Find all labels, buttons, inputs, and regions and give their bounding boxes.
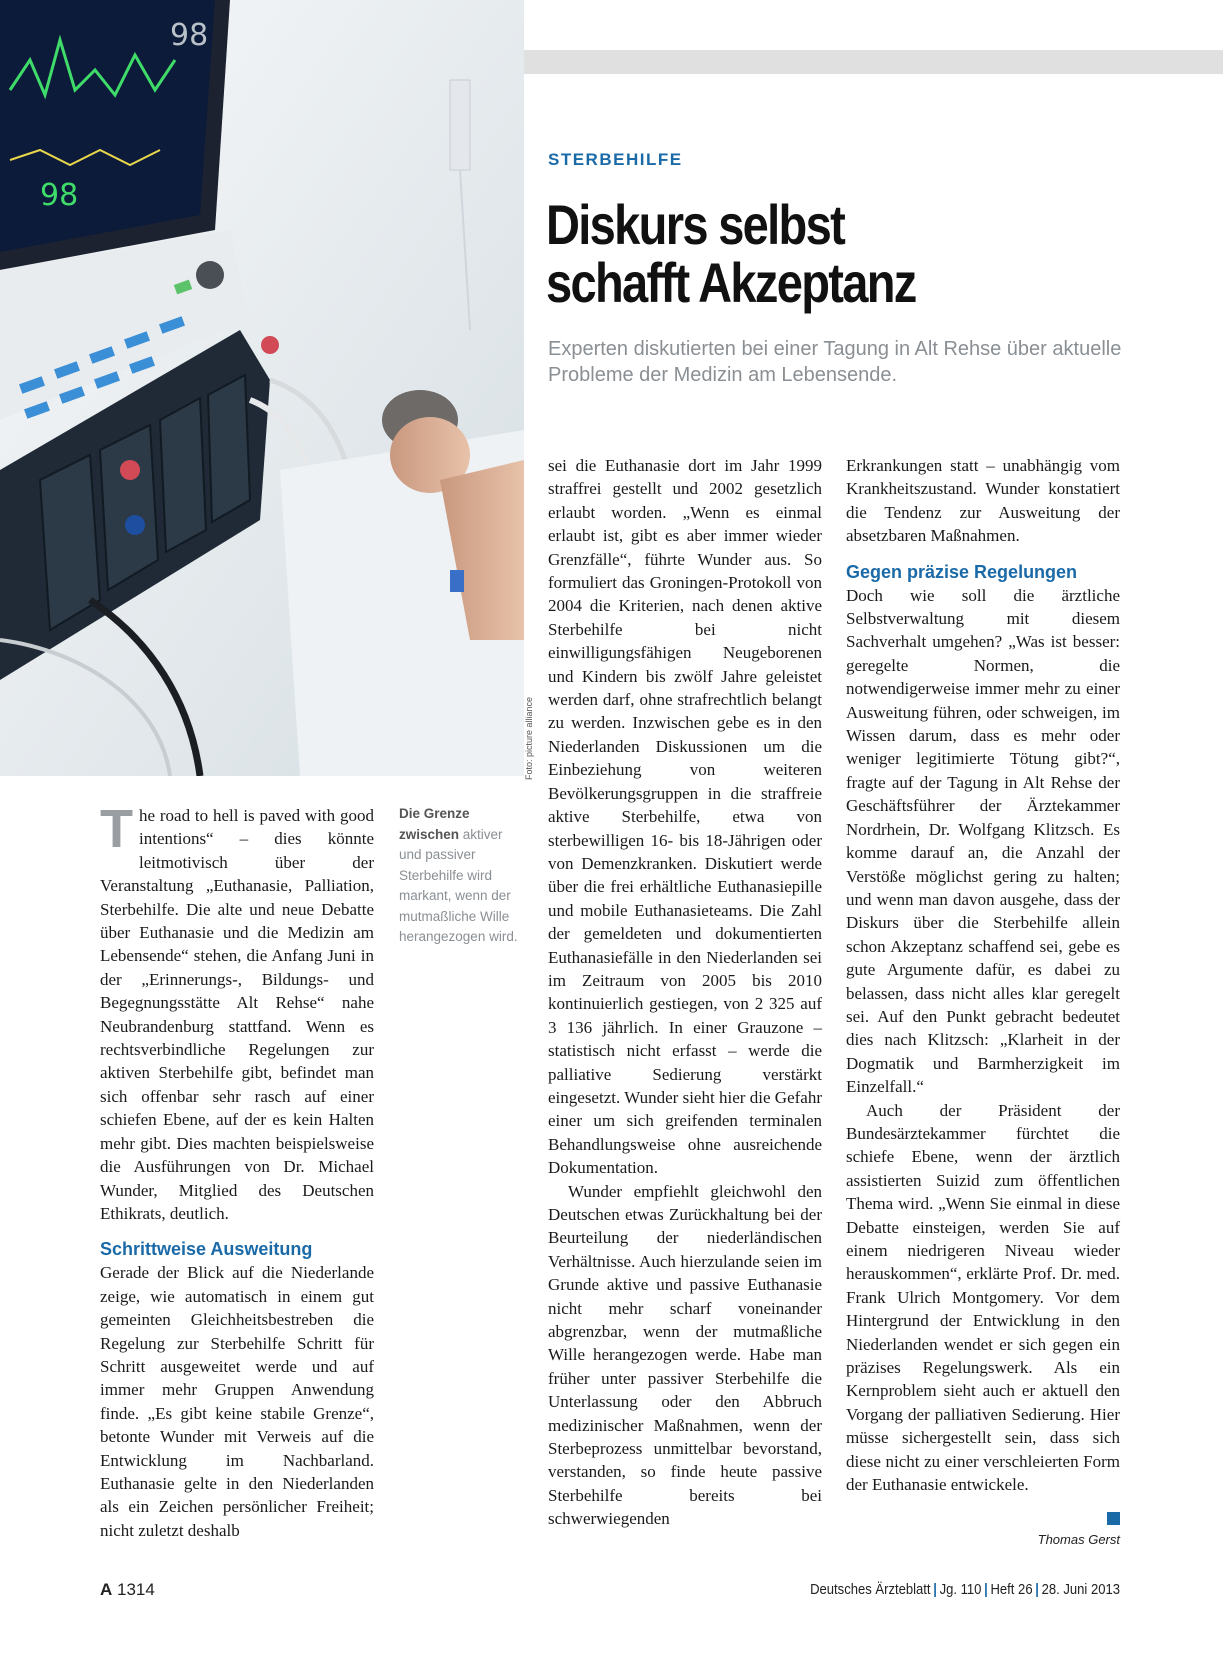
paragraph: Wunder empfiehlt gleichwohl den Deutschen etwas Zurückhaltung bei der Beurteilung der niederländischen Verhältnisse. Auch hierzulande seien im Grunde aktive und passive Euthanasie nicht mehr scharf voneinander abgrenzbar, wenn der mutmaßliche Wille herangezogen werde. Habe man früher unter passiver Sterbehilfe die Unterlassung oder den Abbruch medizinischer Maßnahmen, wenn der Sterbeprozess unmittelbar bevorstand, verstanden, so finde heute passive Sterbehilfe bereits bei schwerwiegenden (548, 1181, 822, 1529)
column-1 (100, 799, 374, 1542)
paragraph: Erkrankungen statt – unabhängig vom Krankheitszustand. Wunder konstatiert die Tendenz zur Ausweitung der absetzbaren Maßnahmen. (846, 456, 1120, 546)
subhead-schrittweise: Schrittweise Ausweitung (100, 1239, 313, 1260)
caption-lead: Die Grenze zwischen (399, 806, 470, 842)
paragraph: sei die Euthanasie dort im Jahr 1999 straffrei gestellt und 2002 gesetzlich erlaubt worden. „Wenn es einmal erlaubt ist, gibt es aber immer wieder Grenzfälle“, führte Wunder aus. So formuliert das Groningen-Protokoll von 2004 die Kriterien, nach denen aktive Sterbehilfe bei nicht einwilligungsfähigen Neugeborenen und Kindern bis zwölf Jahre geleistet werden darf, ohne strafrechtlich belangt zu werden. Inzwischen gebe es in den Niederlanden Diskussionen um die Einbeziehung von weiteren Bevölkerungsgruppen in die straffreie aktive Sterbehilfe, etwa von sterbewilligen 16- bis 18-Jährigen oder von Demenzkranken. Diskutiert werde über die frei erhältliche Euthanasiepille und mobile Euthanasieteams. Die Zahl der gemeldeten und dokumentierten Euthanasiefälle in den Niederlanden sei im Zeitraum von 2005 bis 2010 kontinuierlich gestiegen, von 2 325 auf 3 136 jährlich. In einer Grauzone – statistisch nicht erfasst – werde die palliative Sedierung verstärkt eingesetzt. Wunder sieht hier die Gefahr einer um sich greifenden terminalen Behandlungsweise ohne ausreichende Dokumentation. (548, 456, 822, 1178)
photo-caption (399, 804, 521, 948)
paragraph: Doch wie soll die ärztliche Selbstverwaltung mit diesem Sachverhalt umgehen? „Was ist besser: geregelte Normen, die notwendigerweise immer mehr zu einer Ausweitung führen, oder schweigen, im Wissen darum, dass es mehr oder weniger legitimierte Tötung gibt?“, fragte auf der Tagung in Alt Rehse der Geschäftsführer der Ärztekammer Nordrhein, Dr. Wolfgang Klitzsch. Es komme darauf an, die Anzahl der Verstöße möglichst gering zu halten; und wenn man davon ausgehe, dass der Diskurs über die Sterbehilfe allein schon Akzeptanz schaffend sei, gebe es gute Argumente dafür, es dabei zu belassen, dass nicht alles klar geregelt sei. Auf den Punkt gebracht bedeutet dies nach Klitzsch: „Klarheit in der Dogmatik und Barmherzigkeit im Einzelfall.“ (846, 585, 1120, 1097)
page-number (100, 1580, 155, 1600)
intro-paragraph (100, 799, 374, 1225)
article-photo (0, 0, 524, 776)
kicker: STERBEHILFE (548, 150, 683, 169)
subtitle: Experten diskutierten bei einer Tagung in Alt Rehse über aktuelle Probleme der Medizin am Lebensende. (548, 338, 1122, 386)
page-prefix: A (100, 1580, 113, 1599)
subhead-regelungen: Gegen präzise Regelungen (846, 561, 1078, 582)
column-3 (846, 454, 1120, 1496)
drop-cap: T (100, 799, 133, 859)
headline-line-2: schafft Akzeptanz (546, 251, 916, 314)
journal-footer: Deutsches Ärzteblatt | Jg. 110 | Heft 26 | 28. Juni 2013 (810, 1582, 1120, 1598)
intro-text: he road to hell is paved with good intentions“ – dies könnte leitmotivisch über der Veranstaltung „Euthanasie, Palliation, Sterbehilfe. Die alte und neue Debatte über Euthanasie und die Medizin am Lebensende“ stehen, die Anfang Juni in der „Erinnerungs-, Bildungs- und Begegnungsstätte Alt Rehse“ nahe Neubrandenburg stattfand. Wenn es rechtsverbindliche Regelungen zur aktiven Sterbehilfe gibt, befindet man sich offenbar sehr rasch auf einer schiefen Ebene, auf der es kein Halten mehr gibt. Dies machten beispielsweise die Ausführungen von Dr. Michael Wunder, Mitglied des Deutschen Ethikrats, deutlich. (100, 806, 374, 1223)
column-2 (548, 454, 822, 1531)
journal-volume: Jg. 110 (939, 1582, 982, 1598)
headline (546, 193, 1100, 314)
header-bar (524, 50, 1223, 74)
svg-text:98: 98 (40, 178, 79, 213)
headline-line-1: Diskurs selbst (546, 193, 845, 256)
photo-credit: Foto: picture alliance (524, 696, 534, 780)
page-number-value: 1314 (117, 1580, 155, 1599)
author: Thomas Gerst (1037, 1532, 1120, 1547)
end-mark-icon (1107, 1512, 1120, 1525)
journal-date: 28. Juni 2013 (1041, 1582, 1120, 1598)
journal-issue: Heft 26 (990, 1582, 1033, 1598)
paragraph: Auch der Präsident der Bundesärztekammer fürchtet die schiefe Ebene, wenn der ärztlich assistierten Suizid zum öffentlichen Thema wird. „Wenn Sie einmal in diese Debatte einsteigen, werden Sie auf einem niedrigeren Niveau wieder herauskommen“, erklärte Prof. Dr. med. Frank Ulrich Montgomery. Vor dem Hintergrund der Entwicklung in den Niederlanden wendet er sich gegen ein präzises Regelungswerk. Als ein Kernproblem sieht auch er aktuell den Vorgang der palliativen Sedierung. Hier müsse sichergestellt sein, dass sich diese nicht zu einer verschleierten Form der Euthanasie entwickele. (846, 1100, 1120, 1495)
caption-text: aktiver und passiver Sterbehilfe wird markant, wenn der mutmaßliche Wille herangezogen wird. (399, 826, 518, 944)
paragraph: Gerade der Blick auf die Niederlande zeige, wie automatisch in einem gut gemeinten Gleichheitsbestreben die Regelung zur Sterbehilfe Schritt für Schritt ausgeweitet werde und auf immer mehr Gruppen Anwendung finde. „Es gibt keine stabile Grenze“, betonte Wunder mit Verweis auf die Entwicklung im Nachbarland. Euthanasie gelte in den Niederlanden als ein Zeichen persönlicher Freiheit; nicht zuletzt deshalb (100, 1263, 374, 1540)
journal-name: Deutsches Ärzteblatt (810, 1582, 931, 1598)
svg-text:98: 98 (170, 18, 209, 53)
